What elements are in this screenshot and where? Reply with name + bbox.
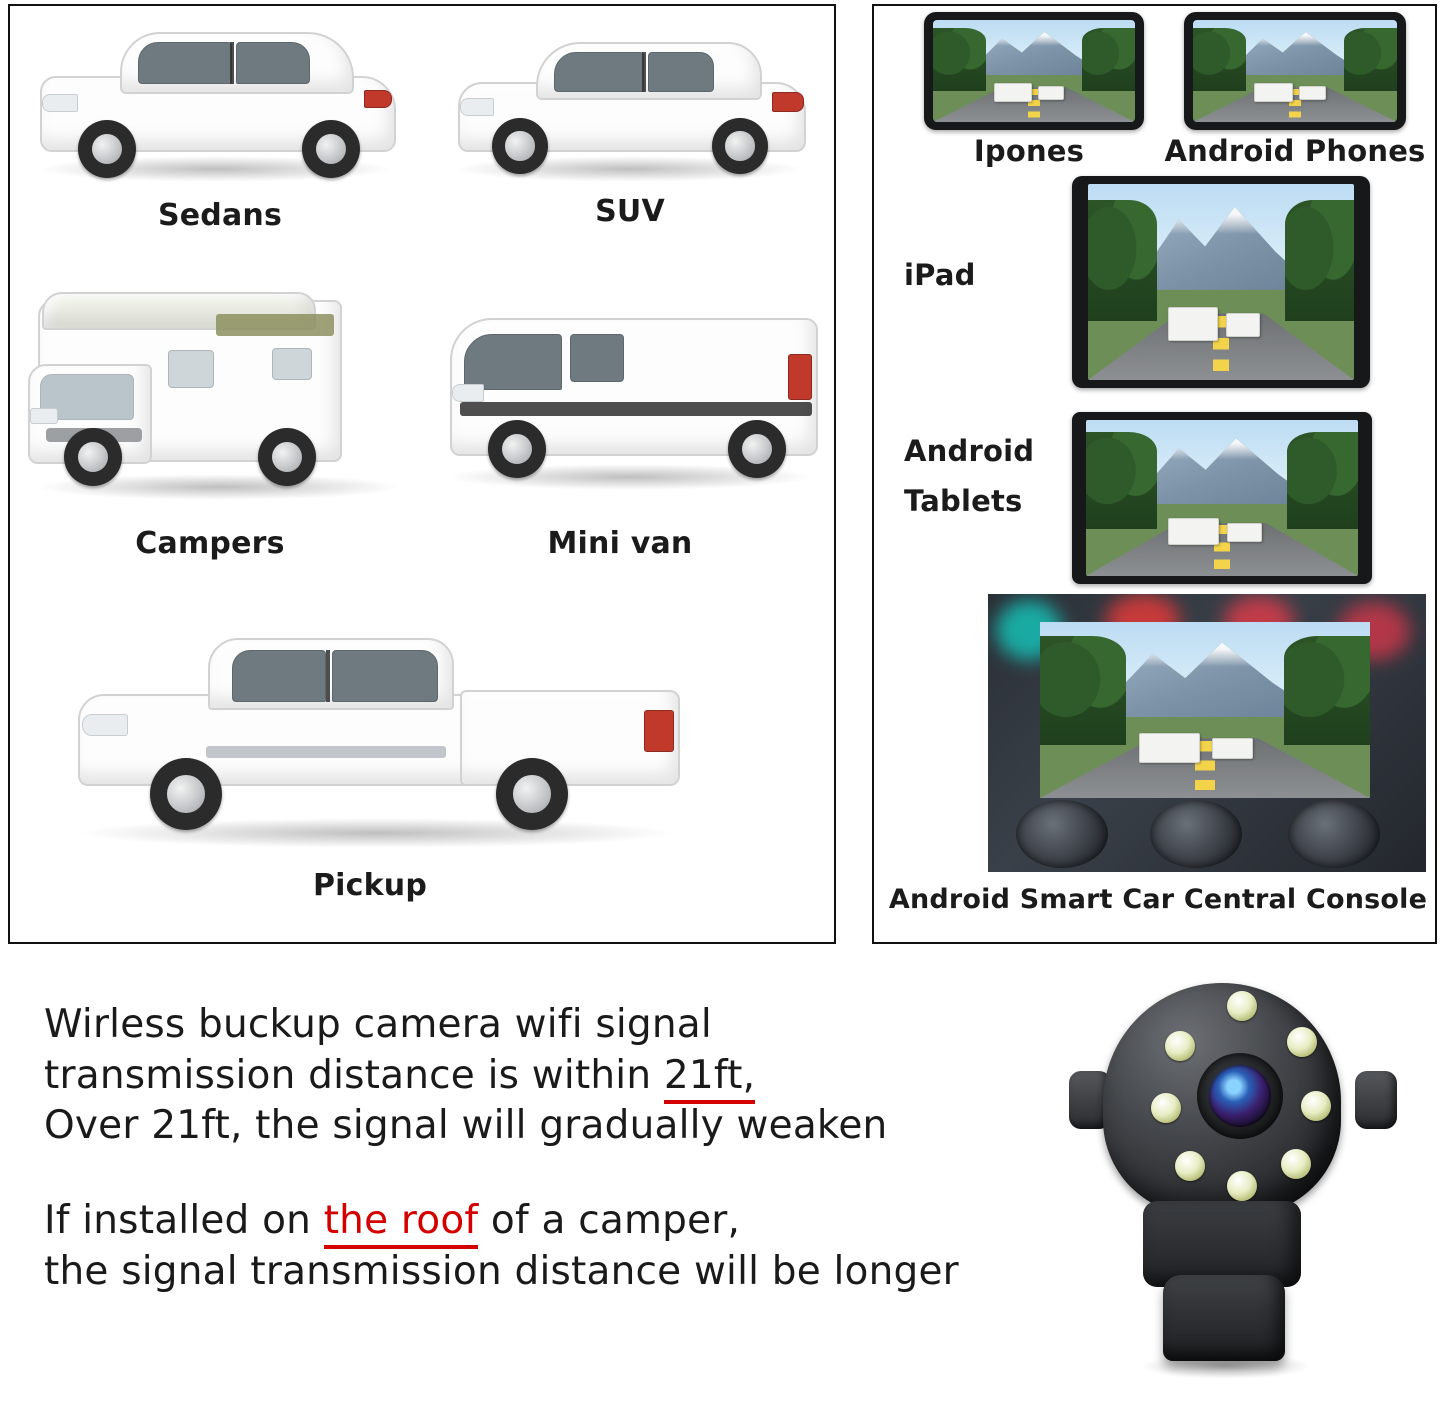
caption-sedans: Sedans [157,198,283,233]
camera-led-1 [1227,991,1257,1021]
compatible-devices-panel [872,4,1437,944]
caption-car-console: Android Smart Car Central Console [888,884,1428,915]
sedan-image [20,16,410,186]
para1-line3: Over 21ft, the signal will gradually weaken [44,1103,888,1149]
camera-product-image [1055,975,1415,1395]
paragraph-1 [44,1000,1034,1152]
camera-led-8 [1227,1171,1257,1201]
caption-campers: Campers [135,526,285,561]
android-phone-image [1184,12,1406,132]
caption-iphones: Ipones [973,134,1085,168]
camera-led-4 [1151,1093,1181,1123]
caption-android-tablets-line2: Tablets [904,484,1023,518]
camera-led-6 [1175,1151,1205,1181]
pickup-image [56,606,696,856]
info-text-block [44,1000,1034,1297]
caption-suv: SUV [595,194,665,229]
camera-led-5 [1301,1091,1331,1121]
minivan-image [430,298,830,498]
caption-android-phones: Android Phones [1164,134,1426,168]
camera-led-3 [1287,1027,1317,1057]
highlight-the-roof: the roof [324,1198,479,1249]
camper-image [20,278,420,508]
caption-minivan: Mini van [547,526,693,561]
car-console-image [988,594,1426,872]
para2-line1-pre: If installed on [44,1198,324,1244]
para1-line2-pre: transmission distance is within [44,1052,664,1098]
caption-android-tablets-line1: Android [904,434,1035,468]
caption-ipad: iPad [904,258,976,292]
highlight-21ft: 21ft, [664,1053,755,1104]
paragraph-2 [44,1196,1034,1297]
para2-line2: the signal transmission distance will be longer [44,1248,959,1294]
vehicle-types-panel [8,4,836,944]
camera-led-2 [1165,1031,1195,1061]
para1-line1: Wirless buckup camera wifi signal [44,1002,712,1047]
ipad-image [1072,176,1370,388]
suv-image [440,20,820,188]
camera-shadow [1141,1353,1311,1379]
camera-lens [1209,1065,1271,1127]
camera-right-mount [1355,1071,1397,1129]
camera-led-7 [1281,1149,1311,1179]
para2-line1-post: of a camper, [478,1198,741,1244]
iphone-image [924,12,1144,132]
camera-base [1163,1275,1285,1361]
android-tablet-image [1072,412,1372,584]
caption-pickup: Pickup [312,868,428,903]
